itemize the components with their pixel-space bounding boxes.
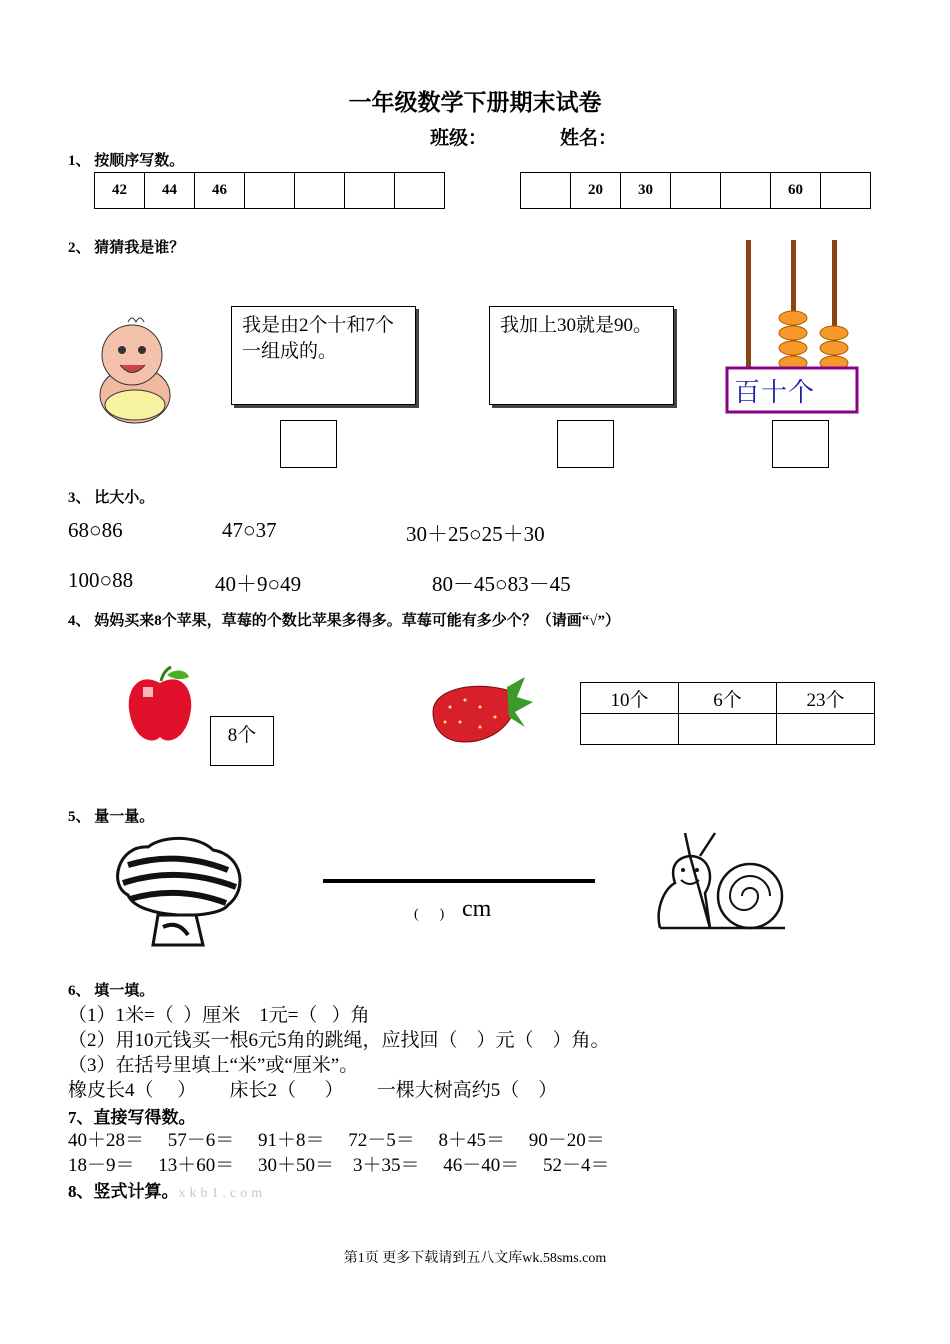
compare-item: 68○86 [68, 518, 123, 542]
q8-heading [68, 1177, 266, 1202]
option-check-cell[interactable] [679, 714, 777, 745]
option-label: 6个 [679, 683, 777, 714]
seq-b-cell: 60 [771, 173, 821, 209]
riddle-card-1: 我是由2个十和7个一组成的。 [231, 306, 416, 405]
seq-a-blank[interactable] [395, 173, 445, 209]
fill-line-1: （1）1米=（ ）厘米 1元=（ ）角 [68, 1005, 370, 1026]
q2-heading: 2、 猜猜我是谁？ [68, 240, 185, 256]
seq-a-blank[interactable] [295, 173, 345, 209]
seq-a-blank[interactable] [345, 173, 395, 209]
q7-heading: 7、直接写得数。 [68, 1108, 196, 1127]
compare-item: 40＋9○49 [215, 572, 302, 596]
watermark: xkb1.com [178, 1186, 267, 1201]
strawberry-options-table [580, 682, 875, 745]
answer-box-1[interactable] [280, 420, 337, 468]
name-label: 姓名： [560, 128, 618, 149]
apple-count-box: 8个 [210, 716, 274, 766]
measure-line [323, 879, 595, 883]
seq-b-blank[interactable] [821, 173, 871, 209]
compare-item: 100○88 [68, 568, 134, 592]
fill-line-2: （2）用10元钱买一根6元5角的跳绳，应找回（ ）元（ ）角。 [68, 1030, 610, 1051]
q4-heading: 4、 妈妈买来8个苹果，草莓的个数比苹果多得多。草莓可能有多少个？（请画“√”） [68, 613, 620, 629]
seq-a-cell: 46 [195, 173, 245, 209]
snail-image [655, 828, 795, 938]
page-title: 一年级数学下册期末试卷 [348, 90, 602, 115]
fill-line-3: （3）在括号里填上“米”或“厘米”。 [68, 1055, 359, 1076]
option-check-cell[interactable] [581, 714, 679, 745]
strawberry-image [425, 672, 535, 747]
option-label: 23个 [777, 683, 875, 714]
baby-image [90, 310, 185, 430]
seq-b-blank[interactable] [521, 173, 571, 209]
seq-b-blank[interactable] [671, 173, 721, 209]
sequence-table-a [94, 172, 445, 209]
riddle-card-2: 我加上30就是90。 [489, 306, 674, 405]
apple-image [125, 665, 195, 745]
sequence-table-b [520, 172, 871, 209]
tree-image [108, 835, 248, 950]
seq-b-blank[interactable] [721, 173, 771, 209]
seq-a-cell: 42 [95, 173, 145, 209]
measure-blank: ( ) [414, 907, 445, 922]
q5-heading: 5、 量一量。 [68, 809, 155, 825]
option-label: 10个 [581, 683, 679, 714]
compare-item: 30＋25○25＋30 [406, 522, 545, 546]
calc-row-2: 18－9＝ 13＋60＝ 30＋50＝ 3＋35＝ 46－40＝ 52－4＝ [68, 1155, 610, 1176]
option-check-cell[interactable] [777, 714, 875, 745]
answer-box-2[interactable] [557, 420, 614, 468]
seq-a-blank[interactable] [245, 173, 295, 209]
compare-item: 80－45○83－45 [432, 572, 571, 596]
q6-heading: 6、 填一填。 [68, 983, 155, 999]
abacus-label: 百十个 [734, 378, 816, 407]
compare-item: 47○37 [222, 518, 277, 542]
q3-heading: 3、 比大小。 [68, 490, 155, 506]
calc-row-1: 40＋28＝ 57－6＝ 91＋8＝ 72－5＝ 8＋45＝ 90－20＝ [68, 1130, 605, 1151]
answer-box-3[interactable] [772, 420, 829, 468]
seq-a-cell: 44 [145, 173, 195, 209]
page-footer: 第1页 更多下载请到五八文库wk.58sms.com [343, 1251, 607, 1266]
q1-heading: 1、 按顺序写数。 [68, 153, 185, 169]
seq-b-cell: 30 [621, 173, 671, 209]
q8-heading-text: 8、竖式计算。 [68, 1182, 179, 1201]
measure-unit: cm [462, 896, 492, 922]
fill-line-4: 橡皮长4（ ） 床长2（ ） 一棵大树高约5（ ） [68, 1080, 558, 1101]
seq-b-cell: 20 [571, 173, 621, 209]
class-label: 班级： [430, 128, 488, 149]
